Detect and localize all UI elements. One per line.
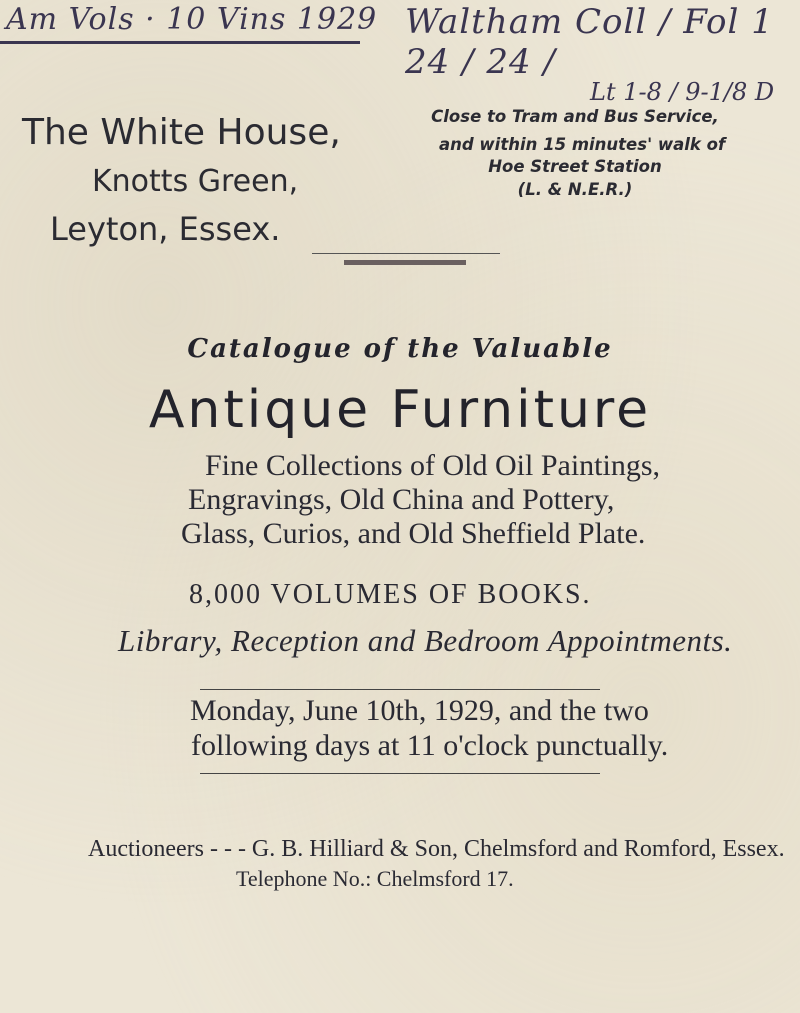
handwritten-note-top-left: Am Vols · 10 Vins 1929 bbox=[6, 2, 378, 37]
catalogue-title: Catalogue of the Valuable bbox=[187, 334, 613, 364]
telephone-line: Telephone No.: Chelmsford 17. bbox=[236, 866, 514, 891]
collections-line-2: Engravings, Old China and Pottery, bbox=[188, 483, 615, 516]
auctioneers-line: Auctioneers - - - G. B. Hilliard & Son, Chelmsford and Romford, Essex. bbox=[88, 836, 785, 862]
catalogue-heading: Antique Furniture bbox=[148, 380, 652, 440]
address-street: Knotts Green, bbox=[92, 164, 299, 199]
sale-date-line-2: following days at 11 o'clock punctually. bbox=[191, 729, 669, 762]
location-line-1: Close to Tram and Bus Service, bbox=[431, 107, 719, 126]
location-line-3: Hoe Street Station bbox=[488, 157, 662, 176]
sale-date-line-1: Monday, June 10th, 1929, and the two bbox=[190, 694, 649, 727]
handwritten-note-top-right: Waltham Coll / Fol 1 24 / 24 / bbox=[405, 2, 774, 82]
collections-line-3: Glass, Curios, and Old Sheffield Plate. bbox=[181, 517, 646, 550]
ink-underline bbox=[0, 41, 360, 44]
appointments-line: Library, Reception and Bedroom Appointments. bbox=[118, 623, 733, 658]
divider-rule bbox=[312, 253, 500, 254]
volumes-line: 8,000 VOLUMES OF BOOKS. bbox=[189, 579, 592, 610]
divider-bar bbox=[344, 260, 466, 265]
address-town: Leyton, Essex. bbox=[50, 210, 281, 248]
handwritten-reference: Lt 1-8 / 9-1/8 D bbox=[590, 78, 775, 106]
location-line-4: (L. & N.E.R.) bbox=[517, 180, 633, 199]
collections-line-1: Fine Collections of Old Oil Paintings, bbox=[205, 449, 660, 482]
location-line-2: and within 15 minutes' walk of bbox=[439, 135, 726, 154]
date-rule-top bbox=[200, 689, 600, 690]
date-rule-bottom bbox=[200, 773, 600, 774]
address-house: The White House, bbox=[22, 112, 341, 153]
